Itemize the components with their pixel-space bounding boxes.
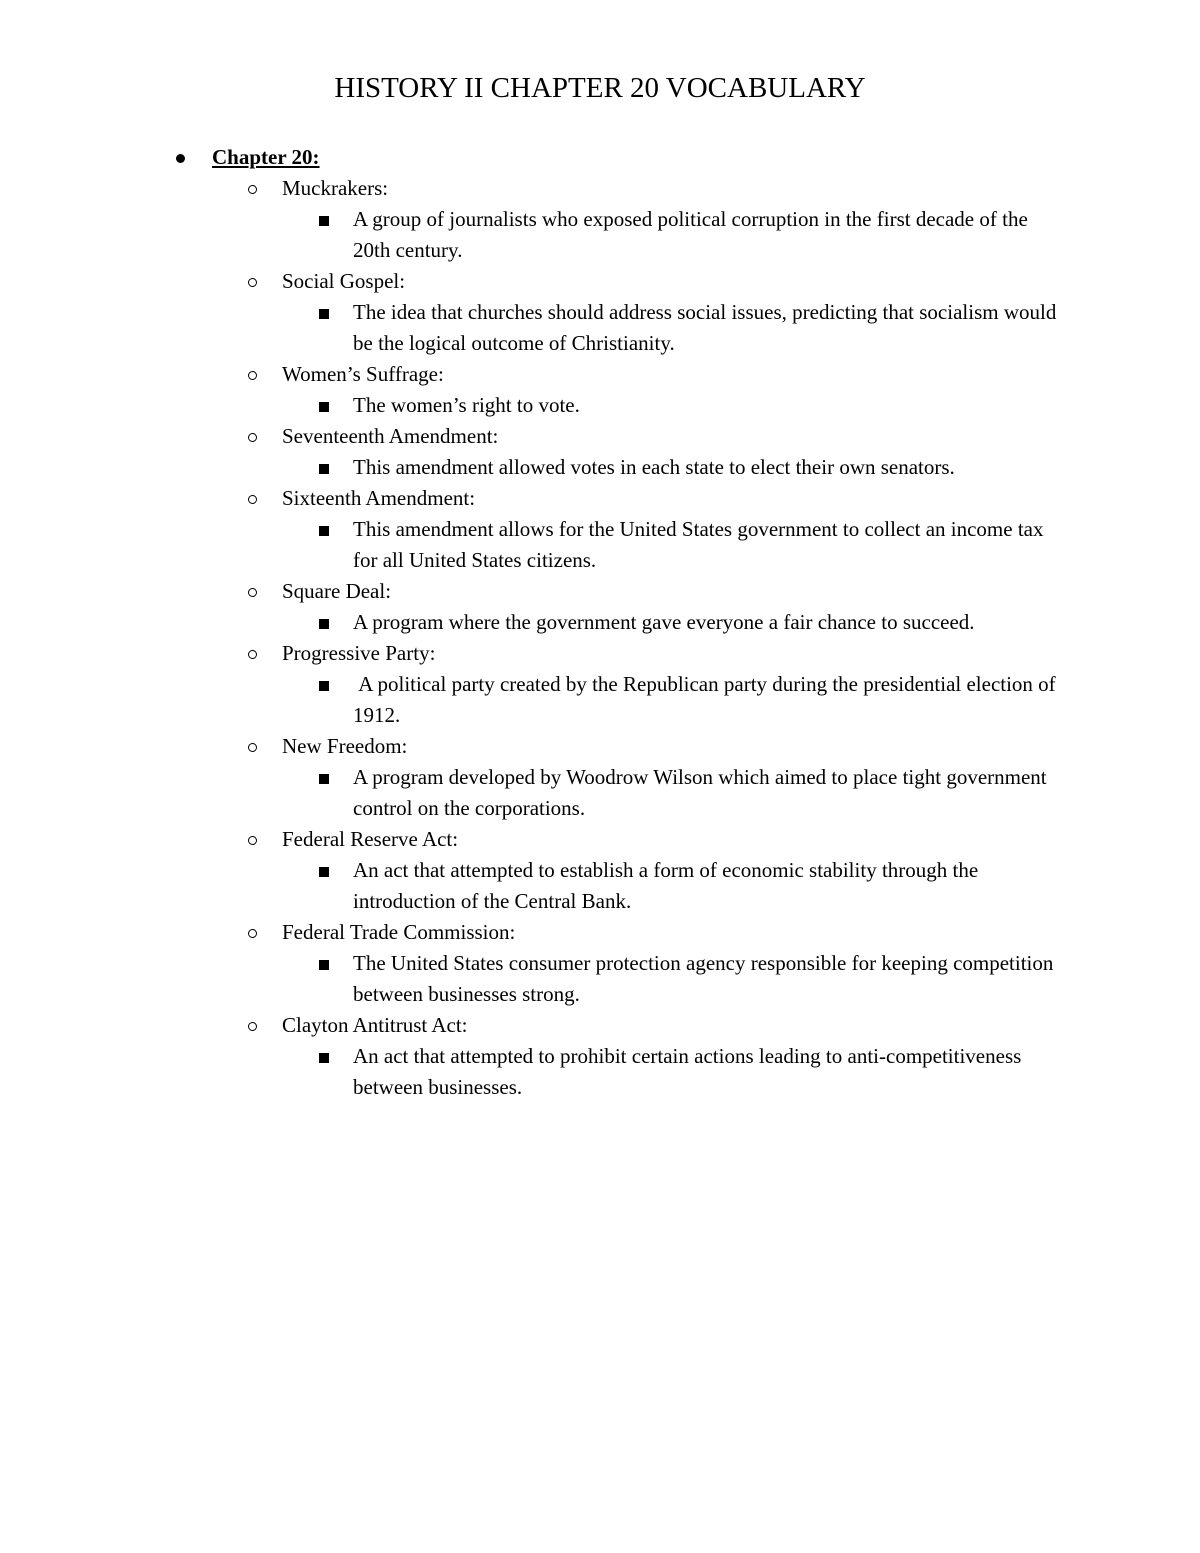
term-definition: An act that attempted to prohibit certain actions leading to anti-competitiveness between businesses. — [353, 1044, 1022, 1099]
term-item — [0, 638, 1200, 731]
term-definition: A political party created by the Republican party during the presidential election of 1912. — [353, 672, 1061, 727]
hollow-circle-bullet-icon — [248, 495, 257, 504]
square-bullet-icon — [319, 402, 329, 412]
term-item — [0, 483, 1200, 576]
term-definition: The women’s right to vote. — [353, 393, 580, 417]
chapter-item — [0, 142, 1200, 173]
square-bullet-icon — [319, 681, 329, 691]
square-bullet-icon — [319, 464, 329, 474]
hollow-circle-bullet-icon — [248, 588, 257, 597]
term-label: Seventeenth Amendment: — [282, 424, 499, 448]
term-definition: This amendment allowed votes in each state to elect their own senators. — [353, 455, 955, 479]
term-label: Clayton Antitrust Act: — [282, 1013, 468, 1037]
term-item — [0, 917, 1200, 1010]
term-label: Social Gospel: — [282, 269, 406, 293]
hollow-circle-bullet-icon — [248, 371, 257, 380]
term-label: Federal Trade Commission: — [282, 920, 516, 944]
term-definition: The idea that churches should address social issues, predicting that socialism would be the logical outcome of Christianity. — [353, 300, 1057, 355]
term-definition: An act that attempted to establish a form of economic stability through the introduction of the Central Bank. — [353, 858, 979, 913]
square-bullet-icon — [319, 1053, 329, 1063]
term-label: Sixteenth Amendment: — [282, 486, 476, 510]
vocabulary-list — [0, 142, 1200, 1103]
square-bullet-icon — [319, 774, 329, 784]
term-item — [0, 359, 1200, 421]
chapter-heading: Chapter 20: — [212, 145, 320, 169]
term-label: New Freedom: — [282, 734, 408, 758]
filled-circle-bullet-icon — [176, 154, 185, 163]
term-item — [0, 173, 1200, 266]
hollow-circle-bullet-icon — [248, 650, 257, 659]
term-item — [0, 576, 1200, 638]
square-bullet-icon — [319, 309, 329, 319]
square-bullet-icon — [319, 867, 329, 877]
term-label: Federal Reserve Act: — [282, 827, 459, 851]
square-bullet-icon — [319, 960, 329, 970]
term-item — [0, 266, 1200, 359]
term-definition: A program developed by Woodrow Wilson which aimed to place tight government control on the corporations. — [353, 765, 1047, 820]
square-bullet-icon — [319, 216, 329, 226]
term-definition: This amendment allows for the United States government to collect an income tax for all United States citizens. — [353, 517, 1044, 572]
term-definition: The United States consumer protection agency responsible for keeping competition between businesses strong. — [353, 951, 1054, 1006]
term-item — [0, 731, 1200, 824]
term-label: Women’s Suffrage: — [282, 362, 444, 386]
hollow-circle-bullet-icon — [248, 929, 257, 938]
hollow-circle-bullet-icon — [248, 185, 257, 194]
square-bullet-icon — [319, 526, 329, 536]
hollow-circle-bullet-icon — [248, 1022, 257, 1031]
term-definition: A program where the government gave everyone a fair chance to succeed. — [353, 610, 975, 634]
term-label: Square Deal: — [282, 579, 392, 603]
term-label: Progressive Party: — [282, 641, 436, 665]
hollow-circle-bullet-icon — [248, 836, 257, 845]
term-definition: A group of journalists who exposed political corruption in the first decade of the 20th century. — [353, 207, 1028, 262]
document-title: HISTORY II CHAPTER 20 VOCABULARY — [334, 72, 866, 104]
hollow-circle-bullet-icon — [248, 743, 257, 752]
term-item — [0, 824, 1200, 917]
hollow-circle-bullet-icon — [248, 278, 257, 287]
term-item — [0, 1010, 1200, 1103]
term-item — [0, 421, 1200, 483]
term-label: Muckrakers: — [282, 176, 389, 200]
hollow-circle-bullet-icon — [248, 433, 257, 442]
square-bullet-icon — [319, 619, 329, 629]
